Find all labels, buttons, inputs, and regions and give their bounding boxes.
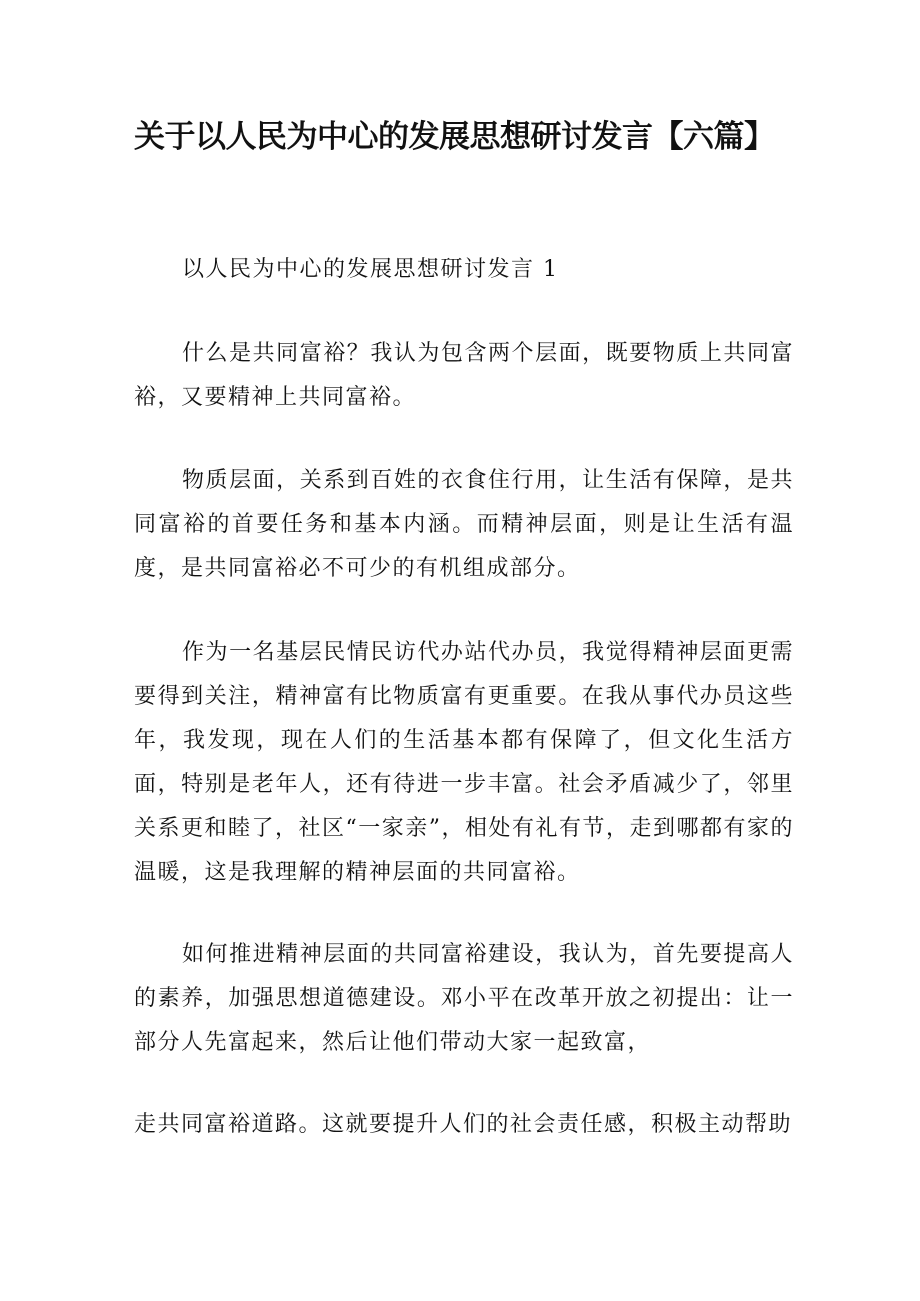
section-heading: 以人民为中心的发展思想研讨发言 1 <box>182 257 559 282</box>
paragraph-3: 作为一名基层民情民访代办站代办员，我觉得精神层面更需要得到关注，精神富有比物质富有更重要。在我从事代办员这些年，我发现，现在人们的生活基本都有保障了，但文化生活方面，特别是老年人，还有待进一步丰富。社会矛盾减少了，邻里关系更和睦了，社区“一家亲”，相处有礼有节，走到哪都有家的温暖，这是我理解的精神层面的共同富裕。 <box>134 640 794 885</box>
paragraph-1: 什么是共同富裕？我认为包含两个层面，既要物质上共同富裕，又要精神上共同富裕。 <box>134 341 794 410</box>
paragraph-5: 走共同富裕道路。这就要提升人们的社会责任感，积极主动帮助 <box>134 1112 793 1137</box>
document-title: 关于以人民为中心的发展思想研讨发言【六篇】 <box>134 119 775 155</box>
paragraph-2: 物质层面，关系到百姓的衣食住行用，让生活有保障，是共同富裕的首要任务和基本内涵。而精神层面，则是让生活有温度，是共同富裕必不可少的有机组成部分。 <box>134 468 794 581</box>
paragraph-4: 如何推进精神层面的共同富裕建设，我认为，首先要提高人的素养，加强思想道德建设。邓小平在改革开放之初提出：让一部分人先富起来，然后让他们带动大家一起致富， <box>134 942 794 1055</box>
